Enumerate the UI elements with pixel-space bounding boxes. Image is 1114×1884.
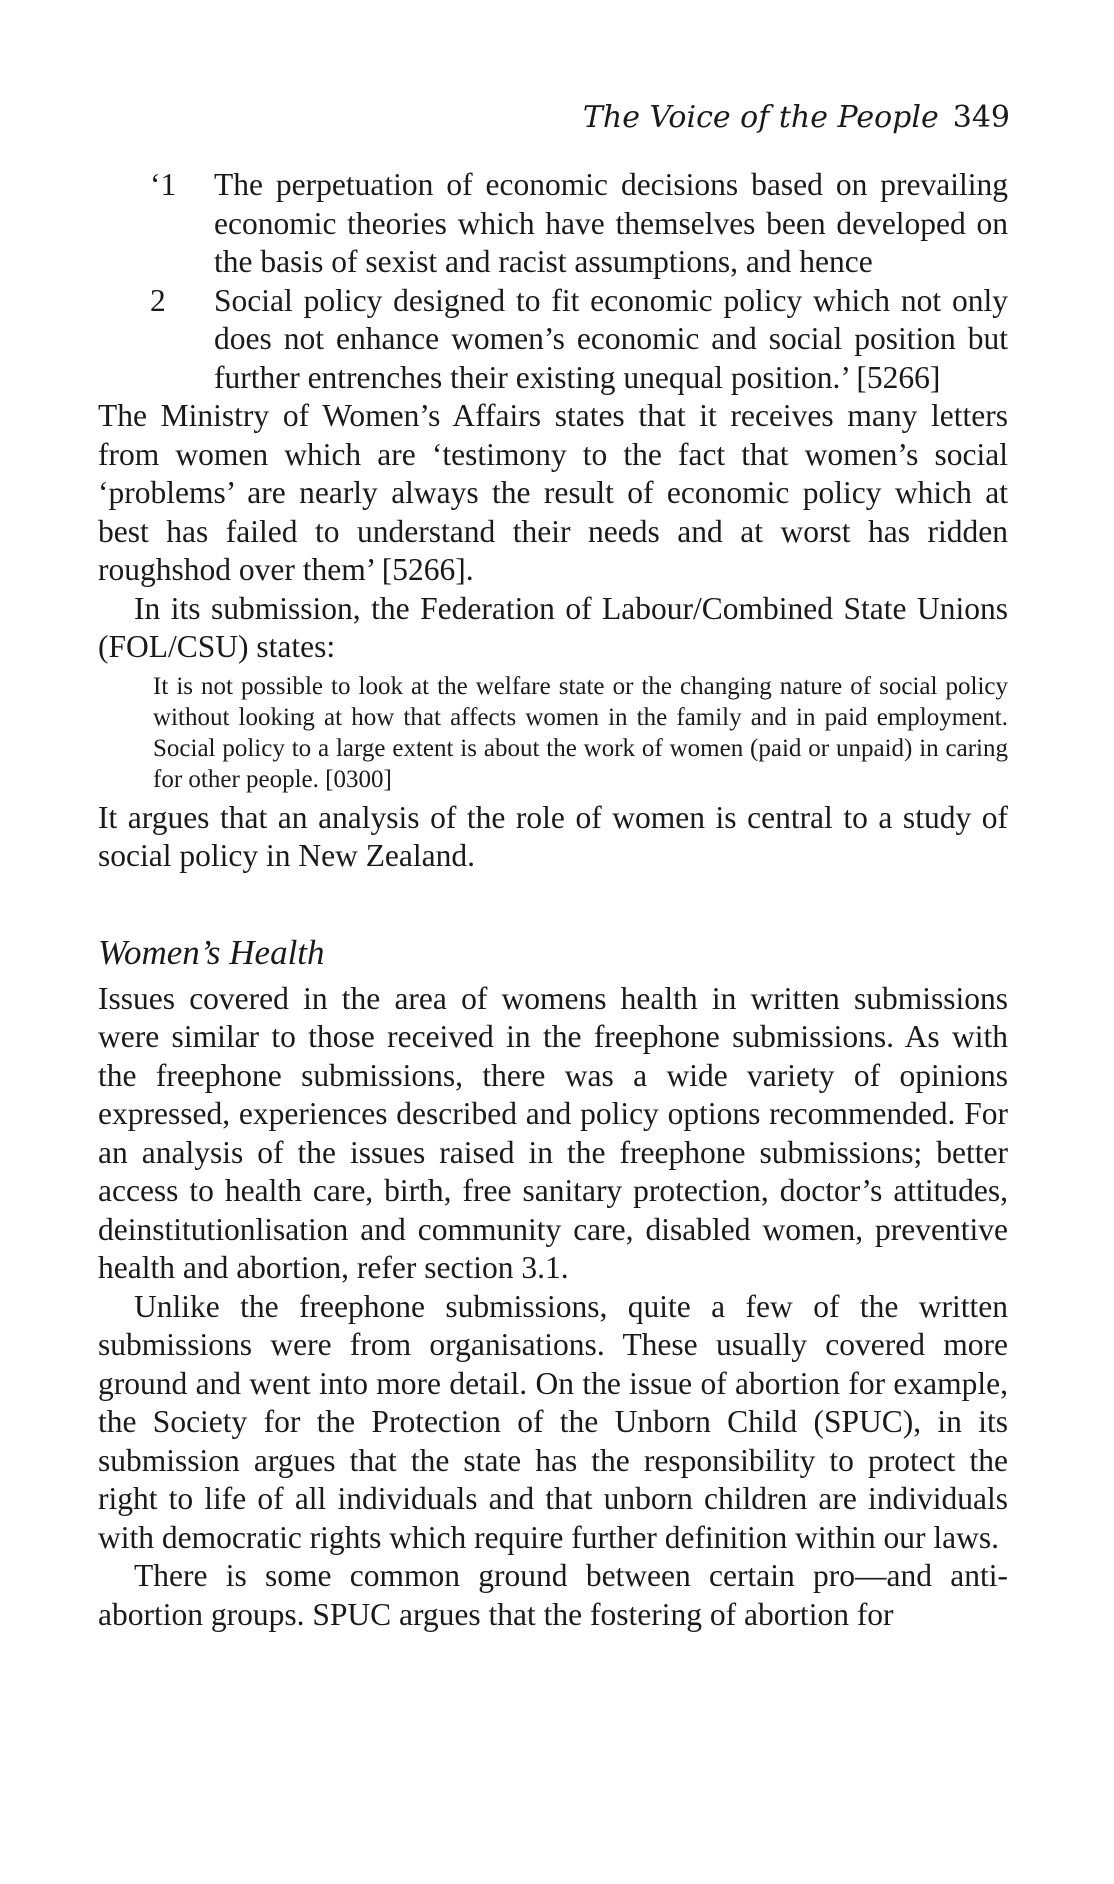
page-number: 349	[952, 100, 1010, 135]
block-quote: It is not possible to look at the welfare state or the changing nature of social policy without looking at how that affects women in the family and in paid employment. Social policy to a large extent is about the work of women (paid or unpaid) in caring for other people. [0300]	[153, 672, 1008, 793]
numbered-quote-list	[98, 166, 1008, 397]
list-item-text: Social policy designed to fit economic policy which not only does not enhance women’s economic and social position but further entrenches their existing unequal position.’ [5266]	[214, 282, 1008, 395]
section-heading: Women’s Health	[98, 932, 325, 972]
body-text	[98, 166, 1008, 1634]
paragraph: The Ministry of Women’s Affairs states that it receives many letters from women which are ‘testimony to the fact that women’s social ‘problems’ are nearly always the result of economic policy which at best has failed to understand their needs and at worst has ridden roughshod over them’ [5266].	[98, 398, 1008, 587]
list-item-number: 2	[150, 282, 166, 318]
list-item-number: ‘1	[150, 167, 177, 202]
running-head-title: The Voice of the People	[582, 100, 939, 135]
paragraph: Issues covered in the area of womens health in written submissions were similar to those received in the freephone submissions. As with the freephone submissions, there was a wide variety of opinions expressed, experiences described and policy options recommended. For an analysis of the issues raised in the freephone submissions; better access to health care, birth, free sanitary protection, doctor’s attitudes, deinstitutionlisation and community care, disabled women, preventive health and abortion, refer section 3.1.	[98, 980, 1008, 1285]
running-head	[583, 100, 1010, 135]
list-item	[98, 166, 1008, 282]
paragraph: It argues that an analysis of the role of women is central to a study of social policy in New Zealand.	[98, 799, 1008, 873]
list-item	[98, 282, 1008, 398]
paragraph: There is some common ground between certain pro—and anti-abortion groups. SPUC argues that the fostering of abortion for	[98, 1558, 1008, 1632]
paragraph: In its submission, the Federation of Labour/Combined State Unions (FOL/CSU) states:	[98, 590, 1008, 664]
list-item-text: The perpetuation of economic decisions based on prevailing economic theories which have themselves been developed on the basis of sexist and racist assumptions, and hence	[214, 167, 1008, 279]
paragraph: Unlike the freephone submissions, quite a few of the written submissions were from organisations. These usually covered more ground and went into more detail. On the issue of abortion for example, the Society for the Protection of the Unborn Child (SPUC), in its submission argues that the state has the responsibility to protect the right to life of all individuals and that unborn children are individuals with democratic rights which require further definition within our laws.	[98, 1288, 1008, 1555]
